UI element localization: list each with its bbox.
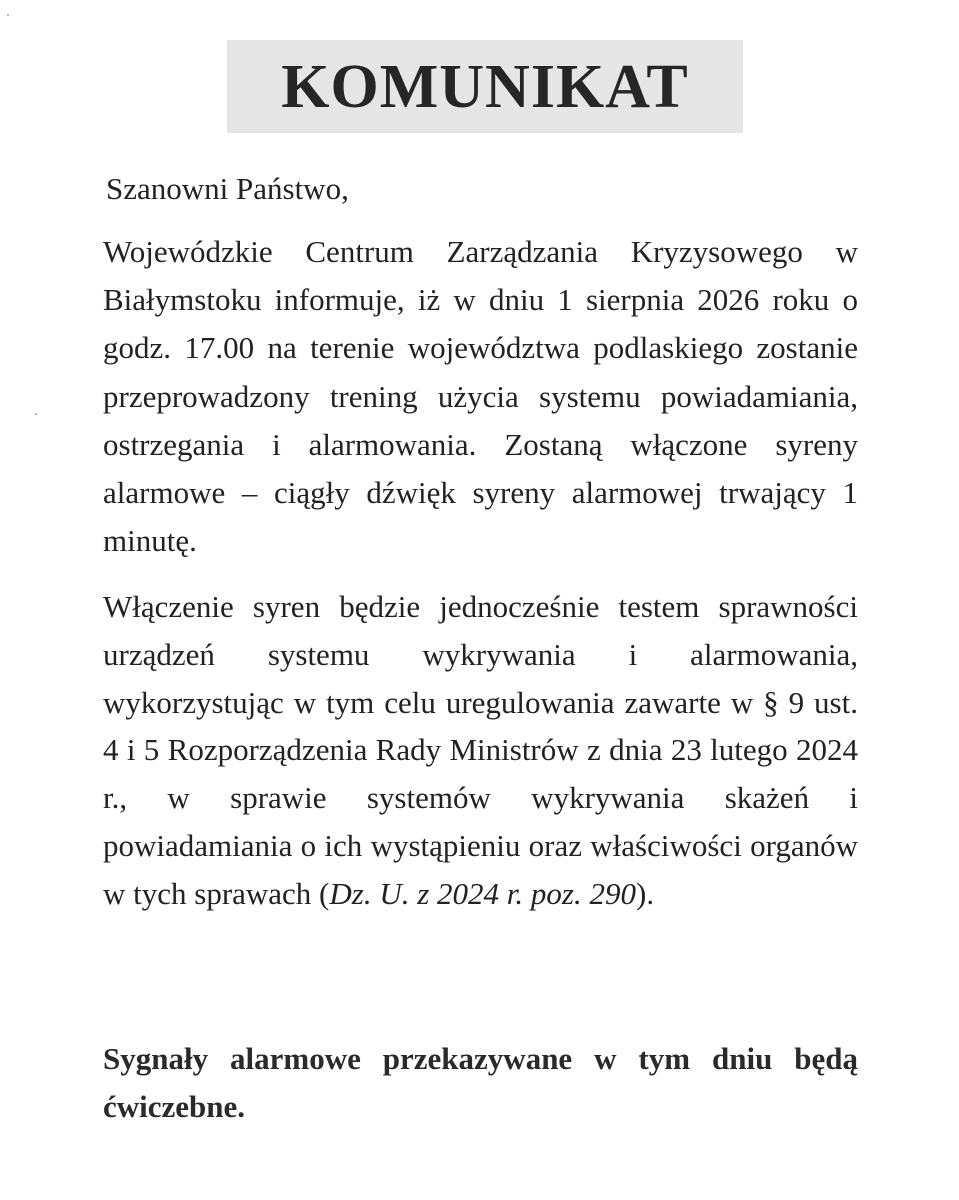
paragraph-legal-basis [103, 583, 858, 918]
paragraph-signals-notice: Sygnały alarmowe przekazywane w tym dniu będą ćwiczebne. [103, 1041, 858, 1124]
legal-citation: Dz. U. z 2024 r. poz. 290 [329, 875, 636, 911]
greeting: Szanowni Państwo, [106, 171, 349, 206]
paragraph-legal-text: Włączenie syren będzie jednocześnie testem sprawności urządzeń systemu wykrywania i alarmowania, wykorzystując w tym celu uregulowania zawarte w § 9 ust. 4 i 5 Rozporządzenia Rady Ministrów z dnia 23 lutego 2024 r., w sprawie systemów wykrywania skażeń i powiadamiania o ich wystąpieniu oraz właściwości organów w tych sprawach ( [103, 589, 858, 911]
title-banner [227, 40, 743, 133]
scan-speck [35, 413, 37, 415]
scan-speck [7, 14, 9, 16]
paragraph-exercise-info: Wojewódzkie Centrum Zarządzania Kryzysowego w Białymstoku informuje, iż w dniu 1 sierpnia 2026 roku o godz. 17.00 na terenie województwa podlaskiego zostanie przeprowadzony trening użycia systemu powiadamiania, ostrzegania i alarmowania. Zostaną włączone syreny alarmowe – ciągły dźwięk syreny alarmowej trwający 1 minutę. [103, 234, 858, 559]
paragraph-legal-end: ). [636, 875, 655, 911]
document-title: KOMUNIKAT [281, 52, 689, 121]
